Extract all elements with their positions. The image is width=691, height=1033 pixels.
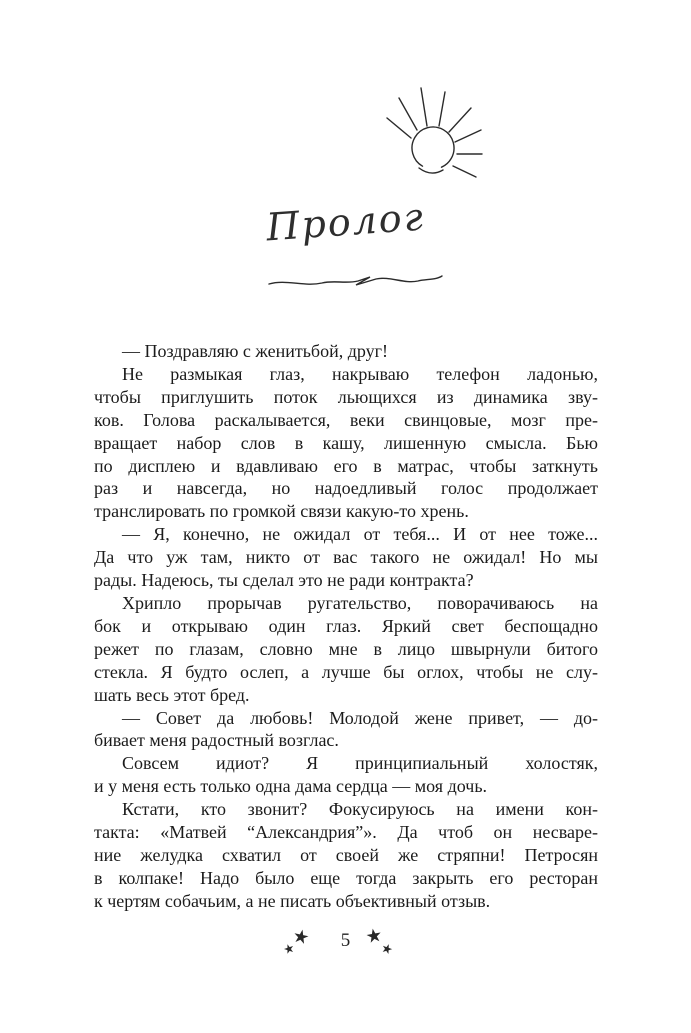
paragraph	[94, 363, 598, 523]
text-line: Да что уж там, никто от вас такого не ожидал! Но мы	[94, 547, 598, 568]
text-line: режет по глазам, словно мне в лицо швырнули битого	[94, 638, 598, 659]
text-line: — Совет да любовь! Молодой жене привет, — до-	[122, 707, 598, 728]
text-line: транслировать по громкой связи какую-то хрень.	[94, 501, 469, 522]
text-line: бок и открываю один глаз. Яркий свет беспощадно	[94, 615, 598, 636]
paragraph	[94, 707, 598, 753]
text-line: по дисплею и вдавливаю его в матрас, чтобы заткнуть	[94, 455, 598, 476]
text-line: такта: «Матвей “Александрия”». Да чтоб он несваре-	[94, 822, 598, 843]
text-line: бивает меня радостный возглас.	[94, 730, 339, 751]
text-line: рады. Надеюсь, ты сделал это не ради контракта?	[94, 570, 474, 591]
page-number: 5	[340, 930, 351, 951]
paragraph	[94, 340, 598, 363]
text-line: стекла. Я будто ослеп, а лучше бы оглох, чтобы не слу-	[94, 661, 598, 682]
text-line: и у меня есть только одна дама сердца — моя дочь.	[94, 776, 488, 797]
text-line: шать весь этот бред.	[94, 684, 250, 705]
text-line: в колпаке! Надо было еще тогда закрыть его ресторан	[94, 867, 598, 888]
text-line: ние желудка схватил от своей же стряпни! Петросян	[94, 844, 598, 865]
text-line: Хрипло прорычав ругательство, поворачиваюсь на	[122, 592, 598, 613]
paragraph	[94, 523, 598, 592]
text-line: чтобы приглушить поток льющихся из динамика зву-	[94, 386, 598, 407]
stars-right-icon	[362, 928, 398, 965]
body-text	[94, 340, 598, 913]
sun-sketch-icon	[383, 78, 483, 190]
text-line: Не размыкая глаз, накрываю телефон ладонью,	[122, 363, 598, 384]
text-line: раз и навсегда, но надоедливый голос продолжает	[94, 478, 598, 499]
squiggle-underline-icon	[266, 270, 446, 296]
text-line: вращает набор слов в кашу, лишенную смысла. Бью	[94, 432, 598, 453]
text-line: — Поздравляю с женитьбой, друг!	[122, 341, 389, 361]
paragraph	[94, 592, 598, 707]
chapter-title: Пролог	[264, 194, 427, 250]
text-line: к чертям собачьим, а не писать объективный отзыв.	[94, 890, 491, 911]
page-footer	[0, 924, 691, 966]
text-line: — Я, конечно, не ожидал от тебя... И от нее тоже...	[122, 524, 598, 545]
text-line: Совсем идиот? Я принципиальный холостяк,	[122, 753, 598, 774]
text-line: Кстати, кто звонит? Фокусируюсь на имени кон-	[122, 799, 598, 820]
paragraph	[94, 752, 598, 798]
paragraph	[94, 798, 598, 913]
text-line: ков. Голова раскалывается, веки свинцовые, мозг пре-	[94, 409, 598, 430]
